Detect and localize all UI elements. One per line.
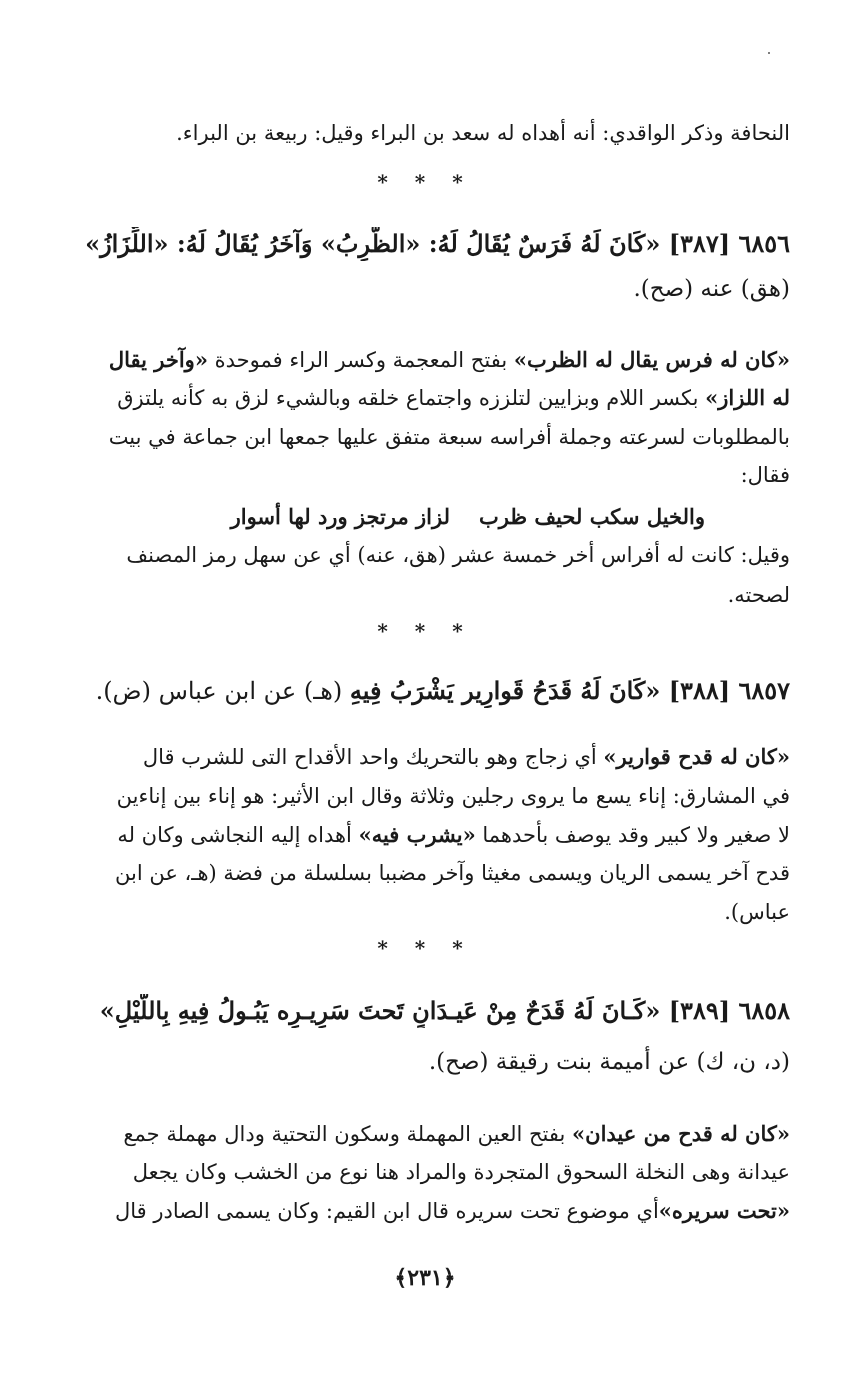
commentary-line: [60, 381, 790, 415]
section-separator: * * *: [377, 170, 473, 194]
commentary-text: بفتح العين المهملة وسكون التحتية ودال مهملة جمع: [123, 1122, 573, 1146]
section-separator: * * *: [377, 936, 473, 960]
hadith-text: «كَانَ لَهُ قَدَحُ قَوارِير يَشْرَبُ فِيهِ: [349, 676, 661, 705]
commentary-text: بكسر اللام وبزايين لتلززه واجتماع خلقه وبالشيء لزق به كأنه يلتزق: [117, 386, 706, 410]
commentary-line: لصحته.: [727, 583, 790, 607]
hadith-source: (د، ن، ك) عن أميمة بنت رقيقة (صح).: [428, 1049, 790, 1075]
commentary-line: بالمطلوبات لسرعته وجملة أفراسه سبعة متفق عليها جمعها ابن جماعة في بيت: [108, 425, 790, 449]
quoted-phrase: «وآخر يقال: [108, 347, 208, 372]
commentary-line: فقال:: [740, 463, 790, 487]
commentary-text: أهداه إليه النجاشى وكان له: [117, 823, 359, 847]
verse-hemistich-first: والخيل سكب لحيف ظرب: [478, 504, 705, 529]
commentary-text: بفتح المعجمة وكسر الراء فموحدة: [207, 348, 514, 372]
commentary-line: [60, 343, 790, 377]
text-line: النحافة وذكر الواقدي: أنه أهداه له سعد بن البراء وقيل: ربيعة بن البراء.: [176, 121, 790, 145]
hadith-number: ٦٨٥٦ [٣٨٧]: [668, 229, 790, 258]
commentary-line: وقيل: كانت له أفراس أخر خمسة عشر (هق، عنه) أي عن سهل رمز المصنف: [126, 543, 790, 567]
hadith-number: ٦٨٥٨ [٣٨٩]: [668, 996, 790, 1025]
quoted-phrase: له اللزاز»: [705, 385, 790, 410]
quoted-phrase: «كان له قدح قوارير»: [603, 744, 790, 769]
hadith-number: ٦٨٥٧ [٣٨٨]: [668, 676, 790, 705]
quoted-phrase: «يشرب فيه»: [358, 822, 476, 847]
commentary-line: [60, 1117, 790, 1151]
commentary-line: [60, 740, 790, 774]
hadith-text: «كَانَ لَهُ فَرَسٌ يُقَالُ لَهُ: «الظَّرِبُ» وَآخَرُ يُقَالُ لَهُ: «اللِّزَازُ»: [85, 229, 661, 258]
hadith-heading: [60, 227, 790, 261]
commentary-text: أي موضوع تحت سريره قال ابن القيم: وكان يسمى الصادر قال: [115, 1199, 659, 1223]
commentary-line: قدح آخر يسمى الريان ويسمى مغيثا وآخر مضببا بسلسلة من فضة (هـ، عن ابن: [115, 861, 790, 885]
quoted-phrase: «كان له قدح من عيدان»: [572, 1121, 790, 1146]
commentary-text: أي زجاج وهو بالتحريك واحد الأقداح التى للشرب قال: [142, 745, 604, 769]
hadith-heading: [60, 674, 790, 708]
commentary-line: في المشارق: إناء يسع ما يروى رجلين وثلاثة وقال ابن الأثير: هو إناء بين إناءين: [116, 784, 790, 808]
verse-hemistich-second: لزاز مرتجز ورد لها أسوار: [230, 504, 450, 529]
commentary-line: [60, 818, 790, 852]
commentary-line: عباس).: [724, 900, 790, 924]
hadith-source: (هق) عنه (صح).: [633, 276, 790, 302]
commentary-line: [60, 1194, 790, 1228]
hadith-source: (هـ) عن ابن عباس (ض).: [95, 677, 350, 705]
page-speck: [768, 52, 770, 54]
hadith-heading: [60, 994, 790, 1028]
commentary-line: عيدانة وهى النخلة السحوق المتجردة والمراد هنا نوع من الخشب وكان يجعل: [132, 1160, 790, 1184]
quoted-phrase: «تحت سريره»: [658, 1198, 790, 1223]
hadith-text: «كَـانَ لَهُ قَدَحٌ مِنْ عَيـدَانٍ تَحتَ سَرِيـرِه يَبُـولُ فِيهِ بِاللَّيْلِ»: [99, 996, 661, 1025]
commentary-text: لا صغير ولا كبير وقد يوصف بأحدهما: [475, 823, 790, 847]
page-number: ﴿٢٣١﴾: [394, 1265, 456, 1291]
section-separator: * * *: [377, 619, 473, 643]
quoted-phrase: «كان له فرس يقال له الظرب»: [513, 347, 790, 372]
